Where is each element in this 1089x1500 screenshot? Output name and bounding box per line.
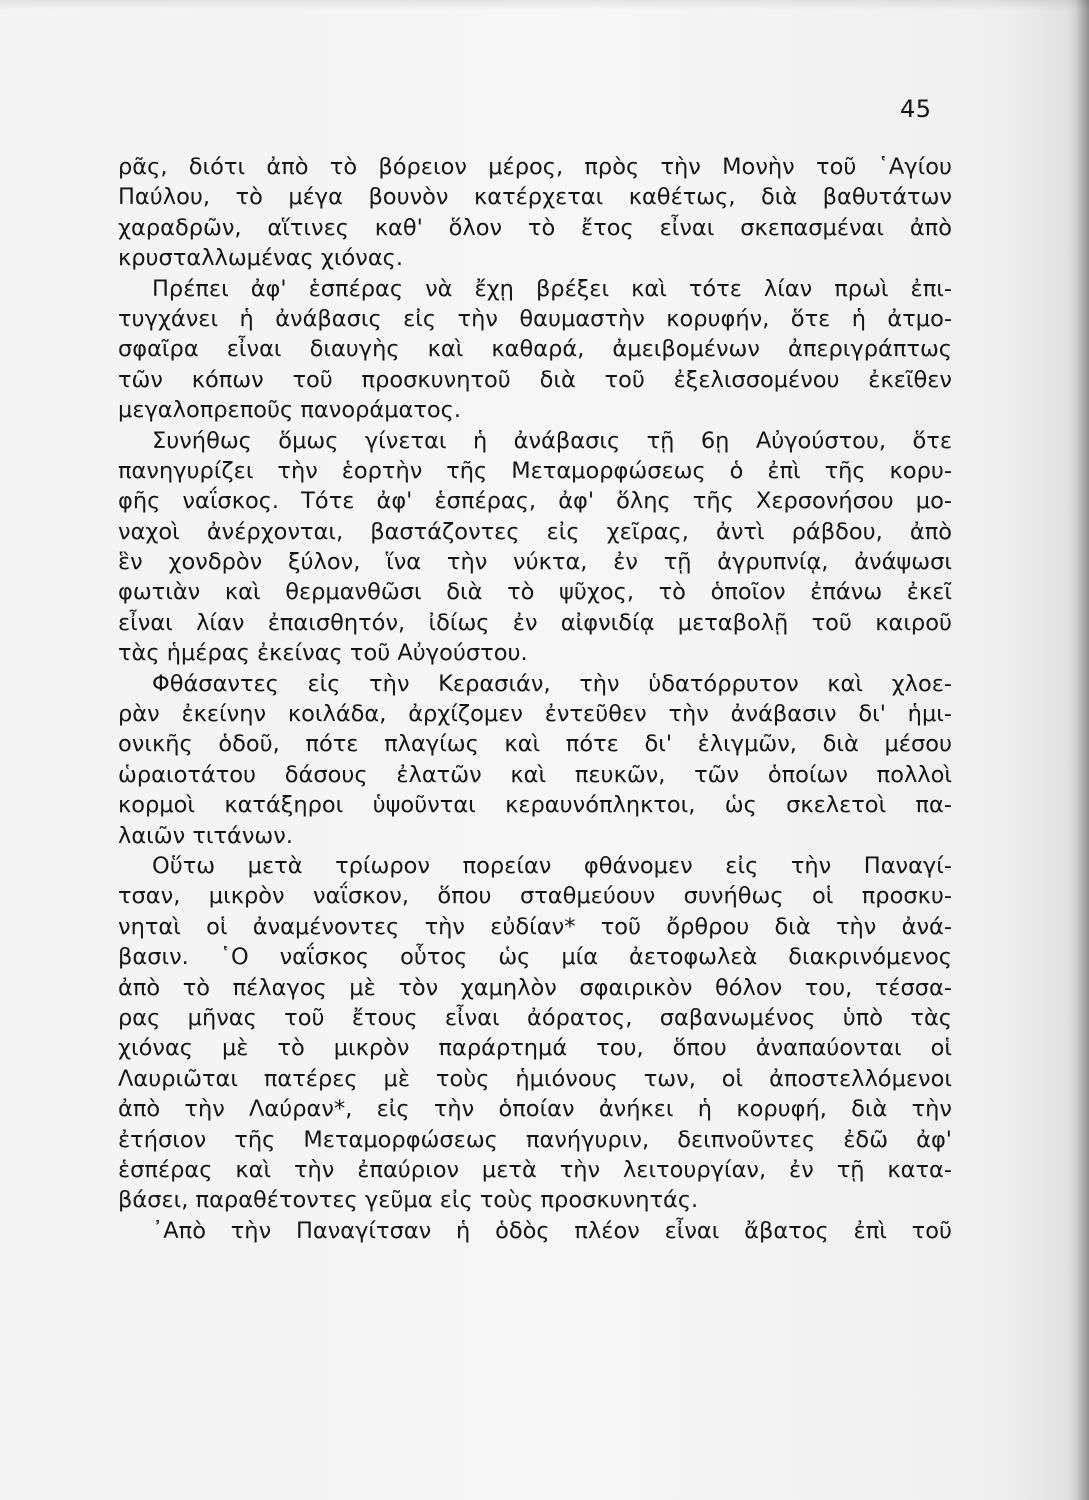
text-line: ἀπὸ τὸ πέλαγος μὲ τὸν χαμηλὸν σφαιρικὸν θόλον του, τέσσα- <box>118 974 952 1001</box>
text-line: ἀπὸ τὴν Λαύραν*, εἰς τὴν ὁποίαν ἀνήκει ἡ κορυφή, διὰ τὴν <box>118 1096 952 1123</box>
text-line: λαιῶν τιτάνων. <box>118 822 293 849</box>
text-line: βασιν. ῾Ο ναΐσκος οὗτος ὡς μία ἀετοφωλεὰ διακρινόμενος <box>118 944 952 971</box>
page-top-shadow <box>0 0 1089 10</box>
text-line: φωτιὰν καὶ θερμανθῶσι διὰ τὸ ψῦχος, τὸ ὁποῖον ἐπάνω ἐκεῖ <box>118 579 952 606</box>
text-line: τυγχάνει ἡ ἀνάβασις εἰς τὴν θαυμαστὴν κορυφήν, ὅτε ἡ ἀτμο- <box>118 305 952 332</box>
text-line: Φθάσαντες εἰς τὴν Κερασιάν, τὴν ὑδατόρρυτον καὶ χλοε- <box>152 670 952 697</box>
text-line: ναχοὶ ἀνέρχονται, βαστάζοντες εἰς χεῖρας, ἀντὶ ράβδου, ἀπὸ <box>118 518 952 545</box>
text-line: ὡραιοτάτου δάσους ἐλατῶν καὶ πευκῶν, τῶν ὁποίων πολλοὶ <box>118 761 952 788</box>
text-line: κρυσταλλωμένας χιόνας. <box>118 245 404 272</box>
page-number: 45 <box>900 95 932 123</box>
page-binding-edge <box>1067 0 1089 1500</box>
text-line: τὰς ἡμέρας ἐκείνας τοῦ Αὐγούστου. <box>118 640 528 667</box>
text-line: πανηγυρίζει τὴν ἑορτὴν τῆς Μεταμορφώσεως ὁ ἐπὶ τῆς κορυ- <box>118 457 952 484</box>
text-line: ᾿Απὸ τὴν Παναγίτσαν ἡ ὁδὸς πλέον εἶναι ἄβατος ἐπὶ τοῦ <box>152 1217 952 1244</box>
text-line: μεγαλοπρεποῦς πανοράματος. <box>118 397 462 424</box>
text-line: τῶν κόπων τοῦ προσκυνητοῦ διὰ τοῦ ἐξελισσομένου ἐκεῖθεν <box>118 366 952 393</box>
text-line: ἐτήσιον τῆς Μεταμορφώσεως πανήγυριν, δειπνοῦντες ἐδῶ ἀφ' <box>118 1126 952 1153</box>
text-line: κορμοὶ κατάξηροι ὑψοῦνται κεραυνόπληκτοι, ὡς σκελετοὶ πα- <box>118 792 952 819</box>
text-line: χιόνας μὲ τὸ μικρὸν παράρτημά του, ὅπου ἀναπαύονται οἱ <box>118 1035 952 1062</box>
body-text <box>118 152 952 1246</box>
text-line: Λαυριῶται πατέρες μὲ τοὺς ἡμιόνους των, οἱ ἀποστελλόμενοι <box>118 1065 952 1092</box>
text-line: ονικῆς ὁδοῦ, πότε πλαγίως καὶ πότε δι' ἑλιγμῶν, διὰ μέσου <box>118 731 952 758</box>
text-line: τσαν, μικρὸν ναΐσκον, ὅπου σταθμεύουν συνήθως οἱ προσκυ- <box>118 883 952 910</box>
text-line: βάσει, παραθέτοντες γεῦμα εἰς τοὺς προσκυνητάς. <box>118 1187 699 1214</box>
text-line: ρας μῆνας τοῦ ἔτους εἶναι ἀόρατος, σαβανωμένος ὑπὸ τὰς <box>118 1004 952 1031</box>
text-line: ἓν χονδρὸν ξύλον, ἵνα τὴν νύκτα, ἐν τῇ ἀγρυπνίᾳ, ἀνάψωσι <box>118 549 952 576</box>
text-line: φῆς ναΐσκος. Τότε ἀφ' ἑσπέρας, ἀφ' ὅλης τῆς Χερσονήσου μο- <box>118 488 952 515</box>
text-line: ρᾶς, διότι ἀπὸ τὸ βόρειον μέρος, πρὸς τὴν Μονὴν τοῦ ῾Αγίου <box>118 154 952 180</box>
text-line: σφαῖρα εἶναι διαυγὴς καὶ καθαρά, ἀμειβομένων ἀπεριγράπτως <box>118 336 952 363</box>
text-line: χαραδρῶν, αἵτινες καθ' ὅλον τὸ ἔτος εἶναι σκεπασμέναι ἀπὸ <box>118 214 952 241</box>
text-line: εἶναι λίαν ἐπαισθητόν, ἰδίως ἐν αἰφνιδίᾳ μεταβολῇ τοῦ καιροῦ <box>118 609 952 636</box>
text-line: ρὰν ἐκείνην κοιλάδα, ἀρχίζομεν ἐντεῦθεν τὴν ἀνάβασιν δι' ἡμι- <box>118 701 952 728</box>
text-line: νηταὶ οἱ ἀναμένοντες τὴν εὐδίαν* τοῦ ὄρθρου διὰ τὴν ἀνά- <box>118 913 952 940</box>
text-line: Παύλου, τὸ μέγα βουνὸν κατέρχεται καθέτως, διὰ βαθυτάτων <box>118 184 952 211</box>
text-line: Πρέπει ἀφ' ἑσπέρας νὰ ἔχῃ βρέξει καὶ τότε λίαν πρωὶ ἐπι- <box>152 275 952 302</box>
text-line: ἑσπέρας καὶ τὴν ἐπαύριον μετὰ τὴν λειτουργίαν, ἐν τῇ κατα- <box>118 1156 952 1183</box>
text-line: Οὕτω μετὰ τρίωρον πορείαν φθάνομεν εἰς τὴν Παναγί- <box>152 852 952 879</box>
text-line: Συνήθως ὅμως γίνεται ἡ ἀνάβασις τῇ 6ῃ Αὐγούστου, ὅτε <box>152 427 952 454</box>
